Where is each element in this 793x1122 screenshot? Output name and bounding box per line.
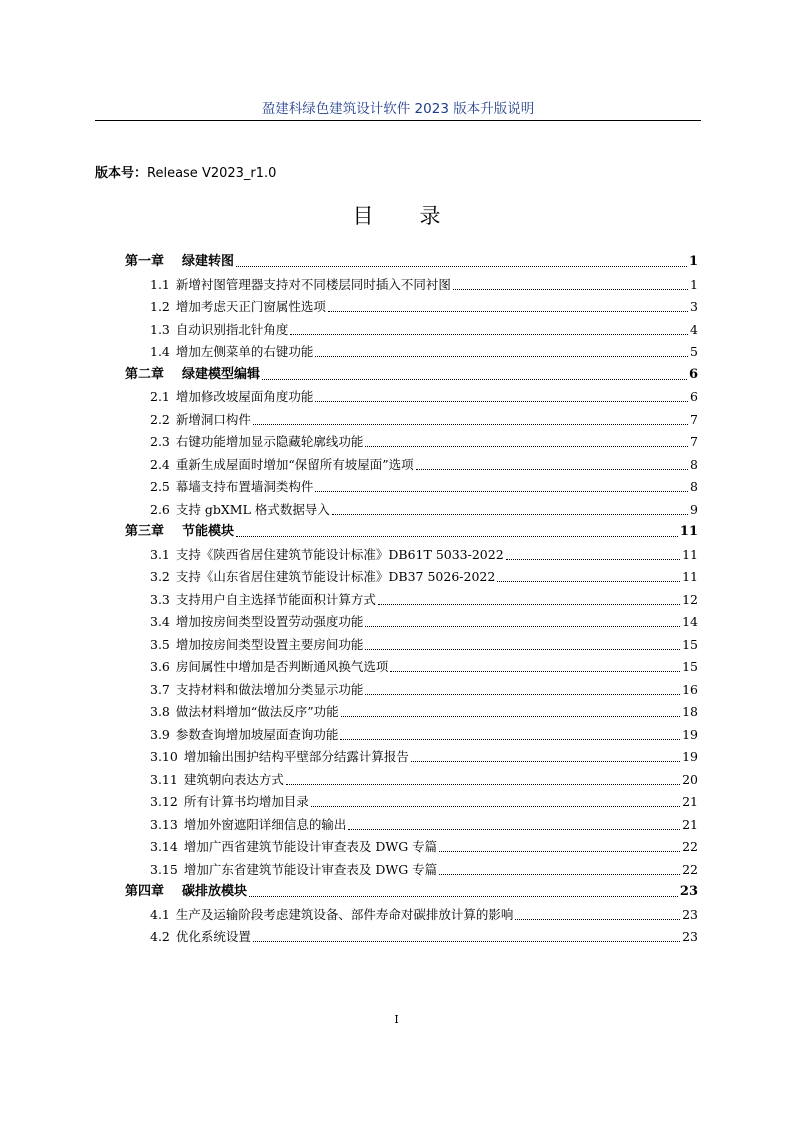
- toc-entry-page: 14: [682, 614, 698, 629]
- toc-entry-page: 5: [690, 344, 698, 359]
- toc-section-entry[interactable]: [150, 477, 698, 497]
- toc-entry-title: 支持材料和做法增加分类显示功能: [175, 681, 364, 697]
- toc-entry-number: 第三章: [125, 524, 165, 539]
- toc-entry-number: 1.3: [150, 321, 170, 337]
- toc-dot-leader: [236, 536, 678, 537]
- toc-entry-title: 节能模块: [182, 524, 235, 539]
- toc-section-entry[interactable]: [150, 342, 698, 362]
- toc-entry-title: 支持 gbXML 格式数据导入: [175, 501, 330, 517]
- toc-entry-number: 3.14: [150, 839, 178, 854]
- toc-entry-title: 生产及运输阶段考虑建筑设备、部件寿命对碳排放计算的影响: [175, 906, 514, 922]
- toc-entry-page: 4: [690, 321, 698, 337]
- toc-entry-number: 3.3: [150, 591, 170, 607]
- toc-entry-title: 绿建模型编辑: [182, 366, 261, 382]
- toc-title: [0, 200, 793, 230]
- toc-entry-page: 23: [679, 884, 698, 899]
- toc-entry-page: 18: [682, 704, 698, 719]
- toc-dot-leader: [365, 446, 688, 447]
- toc-entry-title: 所有计算书均增加目录: [183, 794, 309, 809]
- toc-dot-leader: [416, 469, 688, 470]
- toc-section-entry[interactable]: [150, 432, 698, 452]
- toc-dot-leader: [340, 739, 680, 740]
- toc-section-entry[interactable]: [150, 860, 698, 880]
- toc-entry-page: 1: [690, 276, 698, 292]
- toc-dot-leader: [315, 491, 688, 492]
- toc-entry-page: 8: [690, 456, 698, 472]
- toc-entry-number: 1.1: [150, 276, 170, 292]
- toc-entry-title: 支持《陕西省居住建筑节能设计标准》DB61T 5033-2022: [175, 546, 504, 562]
- toc-section-entry[interactable]: [150, 545, 698, 565]
- toc-entry-title: 增加按房间类型设置主要房间功能: [175, 636, 364, 652]
- toc-entry-page: 19: [682, 726, 698, 742]
- toc-dot-leader: [439, 874, 680, 875]
- toc-section-entry[interactable]: [150, 612, 698, 632]
- toc-section-entry[interactable]: [150, 275, 698, 295]
- toc-section-entry[interactable]: [150, 500, 698, 520]
- toc-entry-title: 绿建转图: [182, 254, 235, 269]
- toc-section-entry[interactable]: [150, 635, 698, 655]
- toc-dot-leader: [365, 694, 680, 695]
- toc-entry-number: 第四章: [125, 884, 165, 899]
- toc-chapter-entry[interactable]: [125, 365, 698, 385]
- toc-entry-title: 增加按房间类型设置劳动强度功能: [175, 614, 364, 629]
- toc-entry-number: 1.4: [150, 344, 170, 359]
- toc-entry-page: 15: [682, 659, 698, 674]
- toc-entry-title: 右键功能增加显示隐藏轮廓线功能: [175, 434, 364, 449]
- toc-entry-page: 8: [690, 479, 698, 494]
- toc-dot-leader: [253, 941, 680, 942]
- toc-dot-leader: [332, 514, 688, 515]
- toc-entry-title: 自动识别指北针角度: [175, 321, 289, 337]
- toc-section-entry[interactable]: [150, 837, 698, 857]
- toc-dot-leader: [286, 784, 680, 785]
- toc-entry-number: 3.10: [150, 749, 178, 764]
- toc-entry-page: 11: [679, 524, 698, 539]
- toc-dot-leader: [497, 581, 680, 582]
- toc-chapter-entry[interactable]: [125, 882, 698, 902]
- toc-dot-leader: [439, 851, 680, 852]
- toc-section-entry[interactable]: [150, 927, 698, 947]
- toc-entry-page: 16: [682, 681, 698, 697]
- toc-entry-page: 21: [682, 794, 698, 809]
- toc-entry-number: 3.12: [150, 794, 178, 809]
- toc-entry-number: 3.8: [150, 704, 170, 719]
- toc-entry-number: 2.3: [150, 434, 170, 449]
- toc-entry-title: 优化系统设置: [175, 929, 251, 944]
- toc-entry-page: 12: [682, 591, 698, 607]
- toc-entry-page: 7: [690, 411, 698, 427]
- toc-entry-page: 7: [690, 434, 698, 449]
- toc-section-entry[interactable]: [150, 657, 698, 677]
- toc-entry-number: 3.1: [150, 546, 170, 562]
- toc-entry-title: 增加广东省建筑节能设计审查表及 DWG 专篇: [183, 861, 438, 877]
- toc-section-entry[interactable]: [150, 770, 698, 790]
- toc-title-char: 录: [419, 204, 441, 228]
- toc-entry-number: 4.2: [150, 929, 170, 944]
- toc-section-entry[interactable]: [150, 905, 698, 925]
- version-value: Release V2023_r1.0: [147, 166, 277, 181]
- toc-section-entry[interactable]: [150, 747, 698, 767]
- toc-section-entry[interactable]: [150, 410, 698, 430]
- toc-entry-number: 3.6: [150, 659, 170, 674]
- toc-section-entry[interactable]: [150, 567, 698, 587]
- header-rule: [95, 120, 701, 121]
- toc-entry-page: 19: [682, 749, 698, 764]
- toc-entry-title: 支持《山东省居住建筑节能设计标准》DB37 5026-2022: [175, 569, 496, 584]
- toc-entry-title: 重新生成屋面时增加“保留所有坡屋面”选项: [175, 456, 414, 472]
- toc-dot-leader: [390, 671, 680, 672]
- toc-dot-leader: [411, 761, 680, 762]
- toc-entry-number: 2.5: [150, 479, 170, 494]
- toc-entry-page: 22: [682, 861, 698, 877]
- toc-entry-number: 3.13: [150, 816, 178, 832]
- toc-section-entry[interactable]: [150, 792, 698, 812]
- toc-entry-page: 15: [682, 636, 698, 652]
- toc-dot-leader: [378, 604, 680, 605]
- toc-dot-leader: [290, 334, 688, 335]
- toc-entry-page: 9: [690, 501, 698, 517]
- toc-entry-number: 3.9: [150, 726, 170, 742]
- toc-dot-leader: [315, 356, 688, 357]
- toc-dot-leader: [311, 806, 680, 807]
- toc-entry-page: 11: [682, 569, 698, 584]
- toc-dot-leader: [506, 559, 680, 560]
- toc-dot-leader: [365, 626, 680, 627]
- toc-dot-leader: [453, 289, 688, 290]
- toc-entry-title: 幕墙支持布置墙洞类构件: [175, 479, 314, 494]
- toc-entry-title: 参数查询增加坡屋面查询功能: [175, 726, 339, 742]
- toc-dot-leader: [236, 266, 687, 267]
- toc-chapter-entry[interactable]: [125, 252, 698, 272]
- toc-entry-page: 23: [682, 906, 698, 922]
- toc-entry-page: 22: [682, 839, 698, 854]
- toc-entry-title: 增加左侧菜单的右键功能: [175, 344, 314, 359]
- toc-entry-title: 新增洞口构件: [175, 411, 251, 427]
- toc-entry-title: 新增衬图管理器支持对不同楼层同时插入不同衬图: [175, 276, 451, 292]
- toc-entry-number: 1.2: [150, 299, 170, 314]
- toc-entry-number: 3.7: [150, 681, 170, 697]
- toc-entry-number: 2.4: [150, 456, 170, 472]
- toc-entry-page: 6: [690, 389, 698, 404]
- toc-dot-leader: [365, 649, 680, 650]
- toc-entry-page: 11: [682, 546, 698, 562]
- toc-dot-leader: [262, 379, 687, 380]
- toc-dot-leader: [253, 424, 688, 425]
- toc-section-entry[interactable]: [150, 320, 698, 340]
- toc-entry-number: 2.2: [150, 411, 170, 427]
- toc-entry-title: 做法材料增加“做法反序”功能: [175, 704, 339, 719]
- toc-entry-number: 2.6: [150, 501, 170, 517]
- toc-entry-title: 增加修改坡屋面角度功能: [175, 389, 314, 404]
- toc-entry-number: 3.11: [150, 771, 178, 787]
- toc-title-char: 目: [352, 204, 374, 228]
- toc-section-entry[interactable]: [150, 455, 698, 475]
- toc-entry-number: 第二章: [125, 366, 165, 382]
- toc-dot-leader: [348, 829, 680, 830]
- toc-dot-leader: [515, 919, 680, 920]
- toc-entry-number: 4.1: [150, 906, 170, 922]
- page-number: I: [394, 1013, 399, 1026]
- toc-dot-leader: [249, 896, 678, 897]
- toc-dot-leader: [315, 401, 688, 402]
- toc-section-entry[interactable]: [150, 702, 698, 722]
- toc-entry-page: 1: [688, 254, 698, 269]
- toc-entry-title: 增加输出围护结构平壁部分结露计算报告: [183, 749, 409, 764]
- toc-entry-page: 23: [682, 929, 698, 944]
- toc-chapter-entry[interactable]: [125, 522, 698, 542]
- toc-entry-page: 20: [682, 771, 698, 787]
- toc-entry-number: 3.2: [150, 569, 170, 584]
- toc-entry-number: 2.1: [150, 389, 170, 404]
- toc-section-entry[interactable]: [150, 297, 698, 317]
- version-label: 版本号：: [95, 166, 148, 181]
- toc-dot-leader: [341, 716, 680, 717]
- toc-dot-leader: [328, 311, 688, 312]
- toc-entry-number: 3.4: [150, 614, 170, 629]
- toc-entry-title: 支持用户自主选择节能面积计算方式: [175, 591, 376, 607]
- toc-section-entry[interactable]: [150, 680, 698, 700]
- running-header: 盈建科绿色建筑设计软件 2023 版本升版说明: [261, 101, 535, 117]
- toc-section-entry[interactable]: [150, 815, 698, 835]
- toc-entry-page: 21: [682, 816, 698, 832]
- toc-entry-number: 3.15: [150, 861, 178, 877]
- toc-entry-title: 增加外窗遮阳详细信息的输出: [183, 816, 347, 832]
- toc-section-entry[interactable]: [150, 725, 698, 745]
- toc-entry-title: 碳排放模块: [182, 884, 248, 899]
- toc-entry-title: 增加广西省建筑节能设计审查表及 DWG 专篇: [183, 839, 438, 854]
- toc-entry-title: 房间属性中增加是否判断通风换气选项: [175, 659, 389, 674]
- toc-entry-number: 第一章: [125, 254, 165, 269]
- toc-entry-title: 增加考虑天正门窗属性选项: [175, 299, 326, 314]
- toc-section-entry[interactable]: [150, 387, 698, 407]
- toc-entry-number: 3.5: [150, 636, 170, 652]
- toc-entry-title: 建筑朝向表达方式: [183, 771, 284, 787]
- toc-entry-page: 3: [690, 299, 698, 314]
- toc-entry-page: 6: [688, 366, 698, 382]
- toc-section-entry[interactable]: [150, 590, 698, 610]
- version-line: [95, 162, 276, 181]
